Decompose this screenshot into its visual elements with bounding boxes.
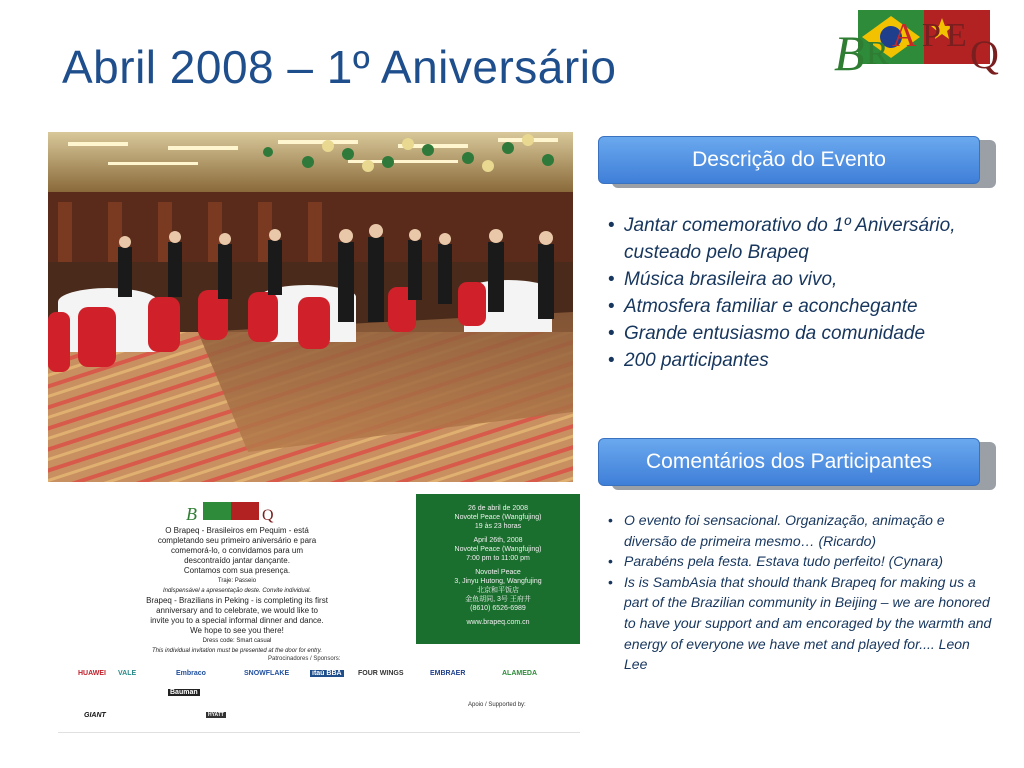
inv-detail-line: 3, Jinyu Hutong, Wangfujing [454,578,542,585]
inv-line: O Brapeq - Brasileiros em Pequim - está [165,526,309,535]
sponsor-logo: Embraco [176,670,206,677]
sponsor-logo: Bauman [170,689,198,696]
list-item: • Grande entusiasmo da comunidade [604,320,994,347]
inv-line: Contamos com sua presença. [183,566,291,575]
invitation-card [58,494,580,733]
inv-detail-line: April 26th, 2008 [473,537,523,544]
sponsor-logo: itaú BBA [312,670,342,677]
list-item: • Atmosfera familiar e aconchegante [604,293,994,320]
inv-line: comemorá-lo, o convidamos para um [170,546,304,555]
comments-list [604,510,994,675]
slide-title: Abril 2008 – 1º Aniversário [62,41,617,93]
svg-text:P: P [922,17,941,54]
invitation-text-panel [58,494,416,654]
sponsor-logo: SNOWFLAKE [244,670,290,677]
invitation-event-details [416,494,580,644]
inv-line: Traje: Passeio [217,578,257,584]
invitation-en-text [72,596,402,656]
inv-detail-line: 金鱼胡同, 3号 王府井 [465,596,531,603]
inv-detail-line: 26 de abril de 2008 [468,505,528,512]
list-item: • Jantar comemorativo do 1º Aniversário, custeado pelo Brapeq [604,212,994,266]
svg-text:B: B [834,25,865,78]
inv-line: anniversary and to celebrate, we would like to [156,606,318,615]
list-item: • O evento foi sensacional. Organização, animação e diversão de primeira mesmo… (Ricardo) [604,510,994,551]
inv-line: This individual invitation must be presented at the door for entry. [152,648,322,654]
inv-detail-line: Novotel Peace (Wangfujing) [454,514,542,521]
svg-text:R: R [866,35,889,72]
inv-line: We hope to see you there! [190,626,284,635]
event-description-header: Descrição do Evento [598,136,980,184]
support-label: Apoio / Supported by: [468,702,526,708]
invitation-logo [178,500,288,524]
inv-detail-line: 北京和平饭店 [477,587,519,594]
event-description-list [604,212,994,374]
comments-header: Comentários dos Participantes [598,438,980,486]
sponsor-logo: FOUR WINGS [358,670,404,677]
brapeq-logo [832,8,1017,78]
list-item: • Is is SambAsia that should thank Brapeq for making us a part of the Brazilian community in Beijing – we are honored to have your support and am encoraged by the warmth and energy of everyone we have met and played for.... Leon Lee [604,572,994,675]
inv-line: Dress code: Smart casual [202,638,272,644]
list-item: • 200 participantes [604,347,994,374]
sponsor-logo: HYATT [208,712,224,718]
svg-text:Q: Q [262,507,274,524]
inv-line: completando seu primeiro aniversário e para [157,536,317,545]
sponsor-logo: GIANT [84,712,106,719]
invitation-pt-text [72,526,402,596]
inv-detail-line: Novotel Peace (Wangfujing) [454,546,542,553]
sponsor-logo: ALAMEDA [502,670,537,677]
inv-detail-line: www.brapeq.com.cn [466,619,530,626]
inv-line: descontraído jantar dançante. [184,556,290,565]
inv-line: Brapeq - Brazilians in Peking - is completing its first [146,596,328,605]
svg-text:B: B [186,504,197,524]
inv-detail-line: (8610) 6526-6989 [470,605,526,612]
sponsors-label: Patrocinadores / Sponsors: [268,656,341,662]
list-item: • Parabéns pela festa. Estava tudo perfeito! (Cynara) [604,551,994,572]
list-item: • Música brasileira ao vivo, [604,266,994,293]
inv-detail-line: 7:00 pm to 11:00 pm [466,555,530,562]
inv-line: invite you to a special informal dinner and dance. [150,616,324,625]
svg-text:E: E [946,17,967,54]
inv-line: Indispensável a apresentação deste. Convite individual. [162,588,312,594]
sponsor-logo: EMBRAER [430,670,466,677]
sponsor-logo: HUAWEI [78,670,106,677]
event-photo [48,132,573,482]
sponsor-logo: VALE [118,670,137,677]
svg-text:Q: Q [970,32,999,77]
svg-text:A: A [892,17,917,54]
inv-detail-line: Novotel Peace [475,569,521,576]
inv-detail-line: 19 às 23 horas [474,523,522,530]
